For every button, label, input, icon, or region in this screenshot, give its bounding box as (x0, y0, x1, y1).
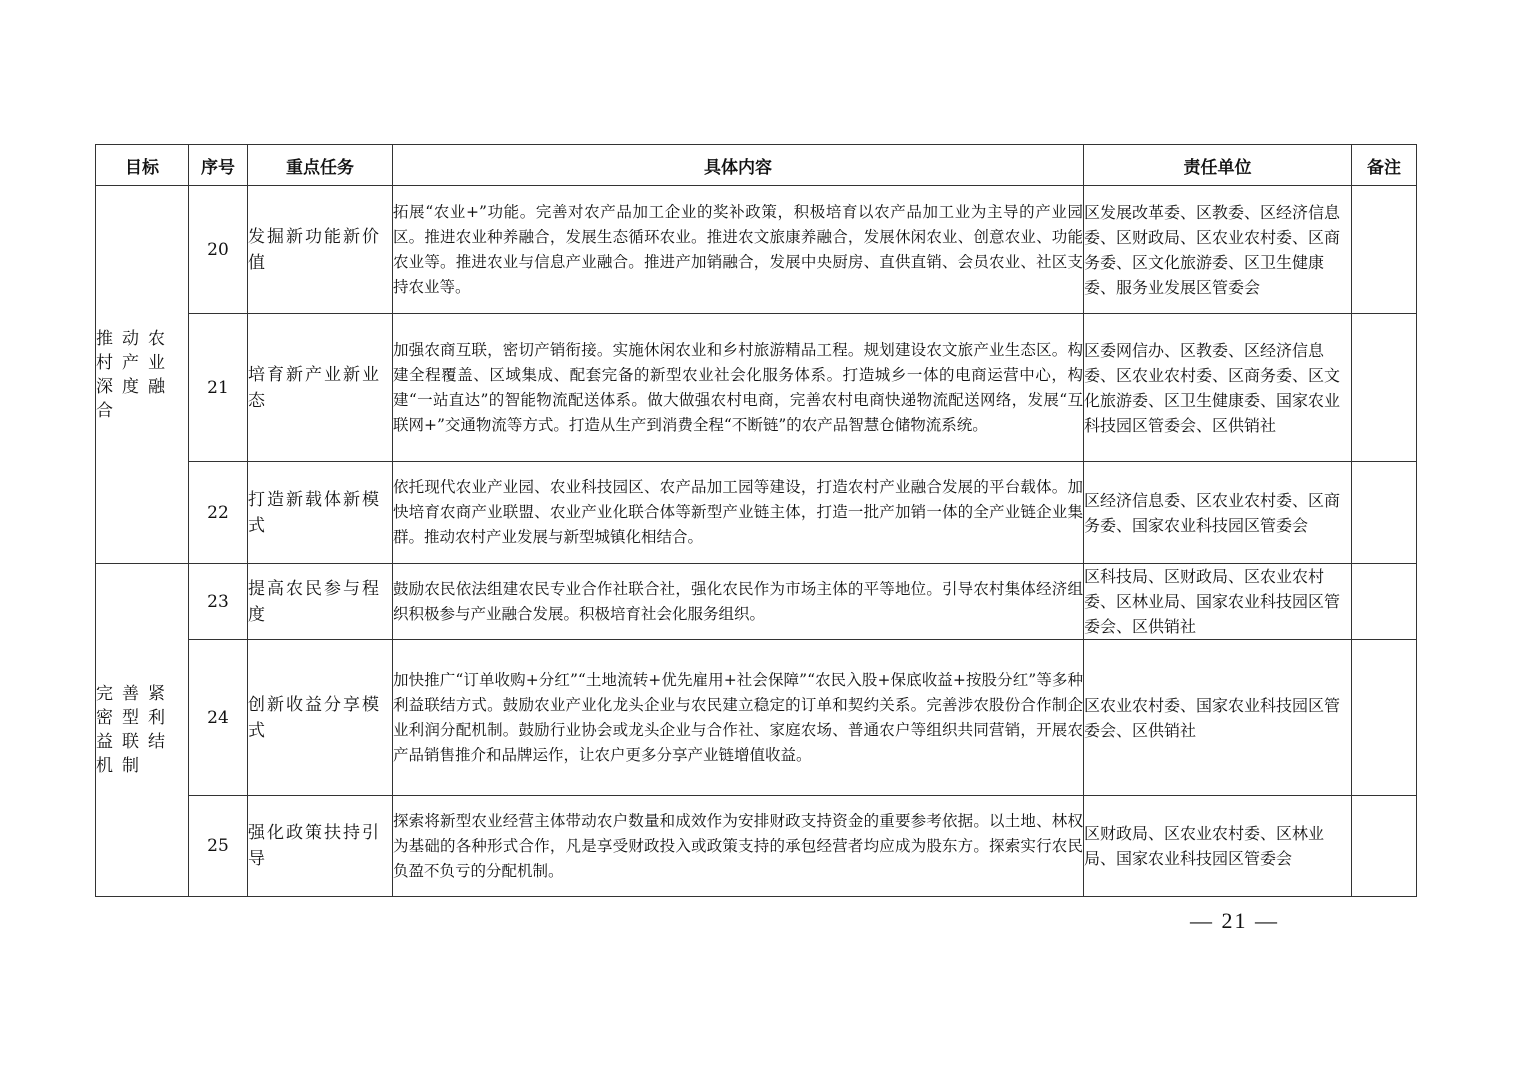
row-number: 21 (189, 314, 248, 462)
unit-cell: 区财政局、区农业农村委、区林业局、国家农业科技园区管委会 (1084, 796, 1352, 897)
note-cell (1352, 796, 1417, 897)
goal-cell: 完善紧密型利益联结机制 (96, 564, 189, 897)
table-row (96, 186, 1417, 314)
header-no: 序号 (189, 145, 248, 186)
row-number: 22 (189, 462, 248, 564)
task-cell: 强化政策扶持引导 (248, 796, 393, 897)
content-cell: 依托现代农业产业园、农业科技园区、农产品加工园等建设，打造农村产业融合发展的平台载体。加快培育农商产业联盟、农业产业化联合体等新型产业链主体，打造一批产加销一体的全产业链企业集群。推动农村产业发展与新型城镇化相结合。 (393, 462, 1084, 564)
row-number: 20 (189, 186, 248, 314)
table-row (96, 564, 1417, 640)
row-number: 25 (189, 796, 248, 897)
header-task: 重点任务 (248, 145, 393, 186)
table-row (96, 640, 1417, 796)
task-cell: 创新收益分享模式 (248, 640, 393, 796)
table-row (96, 462, 1417, 564)
note-cell (1352, 314, 1417, 462)
content-cell: 加强农商互联，密切产销衔接。实施休闲农业和乡村旅游精品工程。规划建设农文旅产业生态区。构建全程覆盖、区域集成、配套完备的新型农业社会化服务体系。打造城乡一体的电商运营中心，构建“一站直达”的智能物流配送体系。做大做强农村电商，完善农村电商快递物流配送网络，发展“互联网+”交通物流等方式。打造从生产到消费全程“不断链”的农产品智慧仓储物流系统。 (393, 314, 1084, 462)
header-note: 备注 (1352, 145, 1417, 186)
note-cell (1352, 462, 1417, 564)
unit-cell: 区委网信办、区教委、区经济信息委、区农业农村委、区商务委、区文化旅游委、区卫生健康委、国家农业科技园区管委会、区供销社 (1084, 314, 1352, 462)
note-cell (1352, 640, 1417, 796)
unit-cell: 区农业农村委、国家农业科技园区管委会、区供销社 (1084, 640, 1352, 796)
unit-cell: 区经济信息委、区农业农村委、区商务委、国家农业科技园区管委会 (1084, 462, 1352, 564)
content-cell: 拓展“农业+”功能。完善对农产品加工企业的奖补政策，积极培育以农产品加工业为主导的产业园区。推进农业种养融合，发展生态循环农业。推进农文旅康养融合，发展休闲农业、创意农业、功能农业等。推进农业与信息产业融合。推进产加销融合，发展中央厨房、直供直销、会员农业、社区支持农业等。 (393, 186, 1084, 314)
header-goal: 目标 (96, 145, 189, 186)
task-cell: 提高农民参与程度 (248, 564, 393, 640)
page-number: — 21 — (1190, 908, 1279, 933)
content-cell: 加快推广“订单收购+分红”“土地流转+优先雇用+社会保障”“农民入股+保底收益+按股分红”等多种利益联结方式。鼓励农业产业化龙头企业与农民建立稳定的订单和契约关系。完善涉农股份合作制企业利润分配机制。鼓励行业协会或龙头企业与合作社、家庭农场、普通农户等组织共同营销，开展农产品销售推介和品牌运作，让农户更多分享产业链增值收益。 (393, 640, 1084, 796)
note-cell (1352, 564, 1417, 640)
task-cell: 发掘新功能新价值 (248, 186, 393, 314)
unit-cell: 区科技局、区财政局、区农业农村委、区林业局、国家农业科技园区管委会、区供销社 (1084, 564, 1352, 640)
unit-cell: 区发展改革委、区教委、区经济信息委、区财政局、区农业农村委、区商务委、区文化旅游委、区卫生健康委、服务业发展区管委会 (1084, 186, 1352, 314)
table-row (96, 314, 1417, 462)
header-content: 具体内容 (393, 145, 1084, 186)
row-number: 23 (189, 564, 248, 640)
header-unit: 责任单位 (1084, 145, 1352, 186)
row-number: 24 (189, 640, 248, 796)
task-cell: 打造新载体新模式 (248, 462, 393, 564)
task-table (95, 144, 1417, 897)
task-cell: 培育新产业新业态 (248, 314, 393, 462)
content-cell: 鼓励农民依法组建农民专业合作社联合社，强化农民作为市场主体的平等地位。引导农村集体经济组织积极参与产业融合发展。积极培育社会化服务组织。 (393, 564, 1084, 640)
table-row (96, 796, 1417, 897)
goal-cell: 推动农村产业深度融合 (96, 186, 189, 564)
note-cell (1352, 186, 1417, 314)
content-cell: 探索将新型农业经营主体带动农户数量和成效作为安排财政支持资金的重要参考依据。以土地、林权为基础的各种形式合作，凡是享受财政投入或政策支持的承包经营者均应成为股东方。探索实行农民负盈不负亏的分配机制。 (393, 796, 1084, 897)
header-row (96, 145, 1417, 186)
